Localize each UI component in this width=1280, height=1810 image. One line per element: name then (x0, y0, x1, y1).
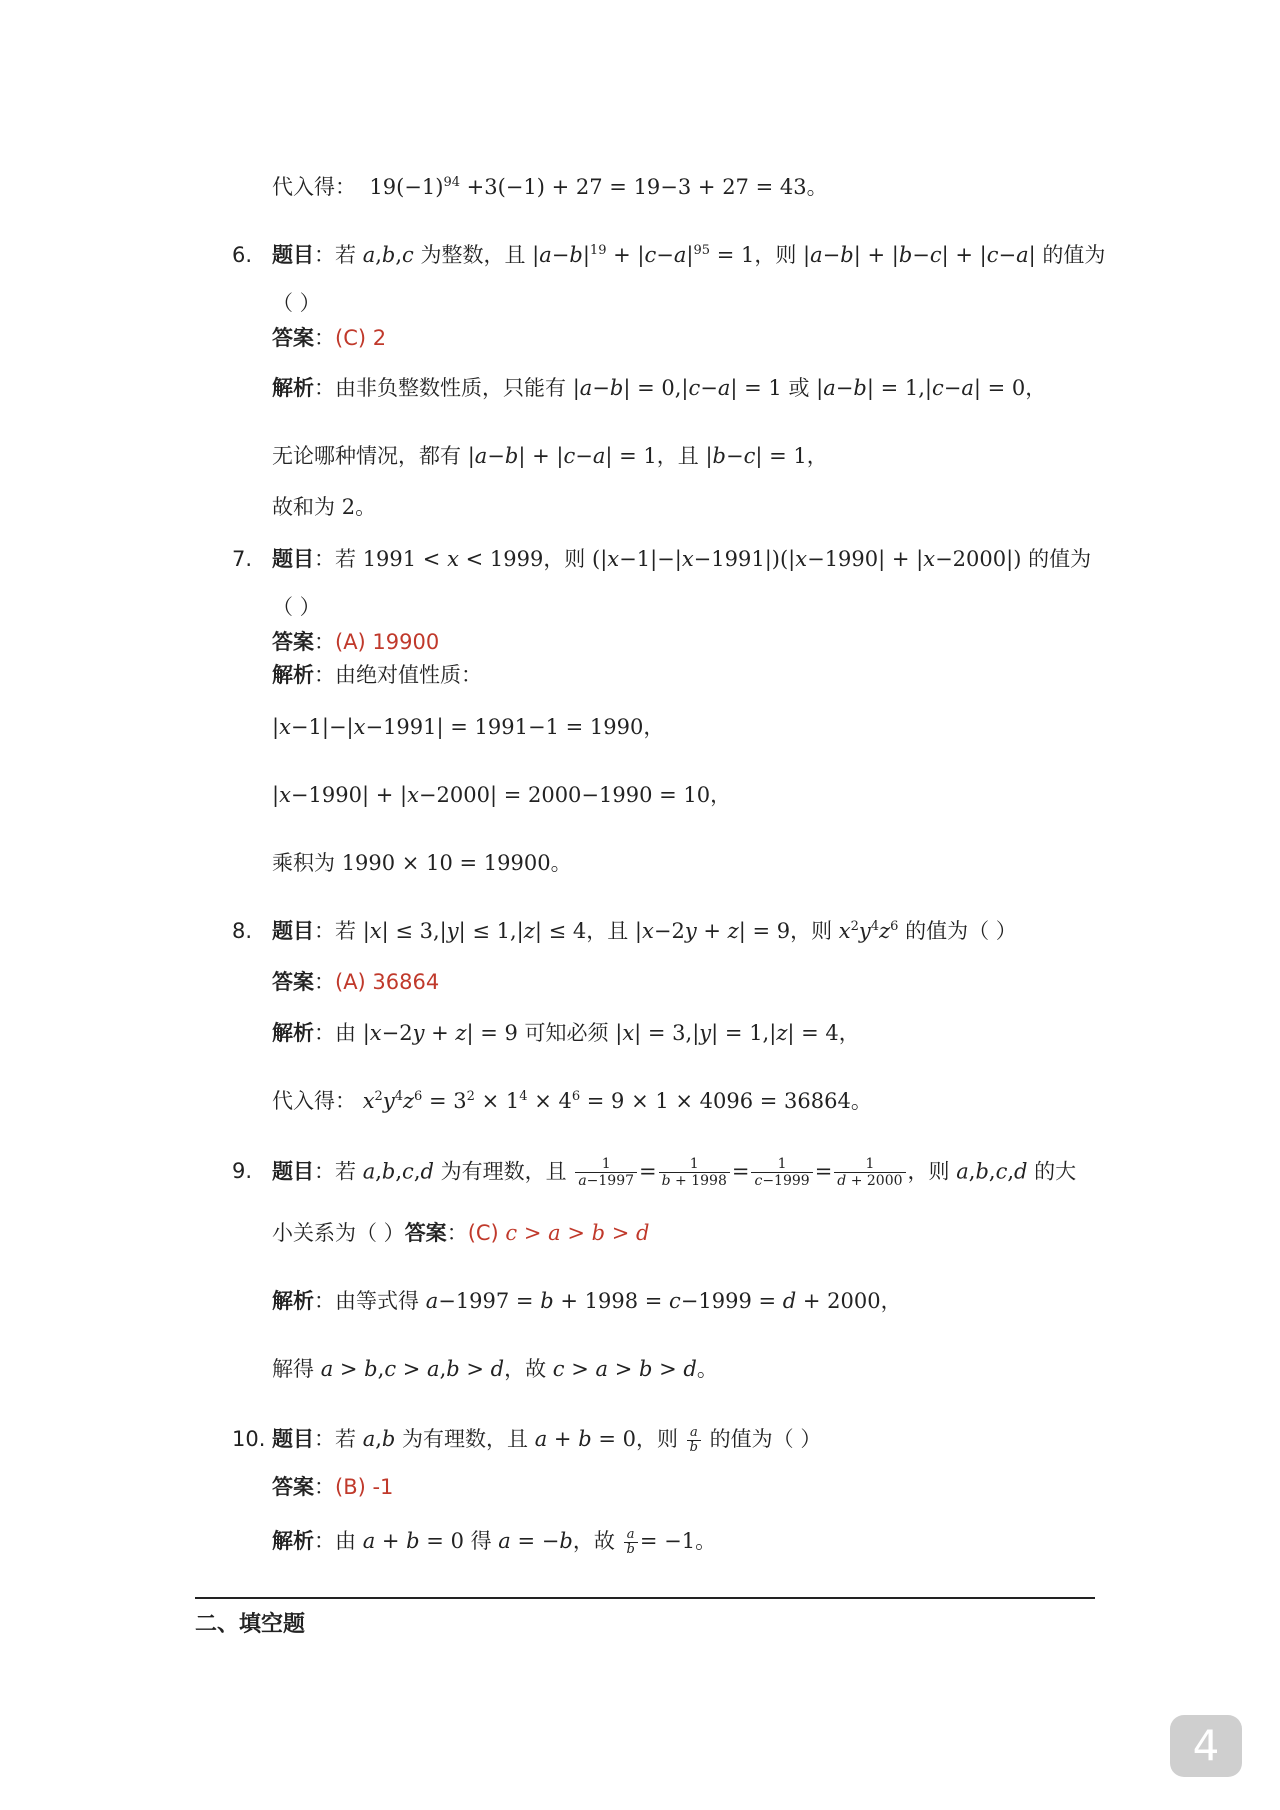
question-10-text: 题目：若 a,b 为有理数，且 a + b = 0，则 $\frac{a}{b}$ 的值为（ ） (272, 1424, 822, 1455)
question-6-analysis-3: 故和为 2。 (272, 495, 377, 519)
question-6-answer: 答案：(C) 2 (272, 326, 387, 350)
question-number: 10. (232, 1427, 266, 1451)
question-6-analysis: 解析：由非负整数性质，只能有 |a−b| = 0,|c−a| = 1 或 |a−b| = 1,|c−a| = 0， (272, 376, 1047, 400)
question-7-analysis-4: 乘积为 1990 × 10 = 19900。 (272, 851, 572, 875)
question-8-answer: 答案：(A) 36864 (272, 970, 440, 994)
fraction: $\frac{a}{b}$ (687, 1426, 701, 1455)
question-7-analysis: 解析：由绝对值性质： (272, 663, 482, 687)
page-number-badge: 4 (1170, 1715, 1242, 1777)
question-7-analysis-2: |x−1|−|x−1991| = 1991−1 = 1990， (272, 715, 665, 739)
question-7-analysis-3: |x−1990| + |x−2000| = 2000−1990 = 10， (272, 783, 732, 807)
question-9-text-2: 小关系为（ ）答案：(C) c > a > b > d (272, 1221, 650, 1245)
question-9-analysis-2: 解得 a > b,c > a,b > d，故 c > a > b > d。 (272, 1357, 718, 1381)
question-number: 9. (232, 1159, 253, 1183)
question-6-analysis-2: 无论哪种情况，都有 |a−b| + |c−a| = 1，且 |b−c| = 1， (272, 444, 828, 468)
question-6-text: 题目：若 a,b,c 为整数，且 $|a-b|^{19} + |c-a|^{95} = 1$，则 |a−b| + |b−c| + |c−a| 的值为 (272, 243, 1106, 267)
fraction: $\frac{1}{c-1999}$ (751, 1156, 812, 1189)
section-divider (195, 1597, 1095, 1599)
question-8-analysis: 解析：由 |x−2y + z| = 9 可知必须 |x| = 3,|y| = 1,|z| = 4， (272, 1021, 860, 1045)
question-7-paren: （ ） (272, 595, 321, 619)
question-10-analysis: 解析：由 a + b = 0 得 a = −b，故 $\frac{a}{b}$ = −1。 (272, 1526, 717, 1557)
question-number: 6. (232, 243, 253, 267)
question-number: 7. (232, 547, 253, 571)
fraction: $\frac{a}{b}$ (624, 1528, 638, 1557)
question-number: 8. (232, 919, 253, 943)
question-7-answer: 答案：(A) 19900 (272, 630, 440, 654)
question-7-text: 题目：若 1991 < x < 1999，则 (|x−1|−|x−1991|)(|x−1990| + |x−2000|) 的值为 (272, 547, 1092, 571)
question-8-analysis-2: 代入得： $x^2y^4z^6 = 3^2 \times 1^4 \times 4^6 = 9 \times 1 \times 4096 = 36864$。 (272, 1089, 872, 1113)
question-10-answer: 答案：(B) -1 (272, 1475, 394, 1499)
section-title: 二、填空题 (195, 1612, 306, 1637)
question-9-text: 题目：若 a,b,c,d 为有理数，且 $\frac{1}{a-1997}$ = $\frac{1}{b + 1998}$ = $\frac{1}{c-1999}$ = $\frac{1}{d + 2000}$ ，则 a,b,c,d 的大 (272, 1156, 1077, 1189)
fraction: $\frac{1}{b + 1998}$ (659, 1156, 730, 1189)
fraction: $\frac{1}{d + 2000}$ (834, 1156, 905, 1189)
question-9-analysis: 解析：由等式得 a−1997 = b + 1998 = c−1999 = d + 2000， (272, 1289, 902, 1313)
question-8-text: 题目：若 |x| ≤ 3,|y| ≤ 1,|z| ≤ 4，且 |x−2y + z| = 9，则 $x^2y^4z^6$ 的值为（ ） (272, 919, 1017, 943)
fraction: $\frac{1}{a-1997}$ (575, 1156, 637, 1189)
question-6-paren: （ ） (272, 291, 321, 315)
substitution-line: 代入得： $19(-1)^{94} +3(-1) + 27 = 19-3 + 27 = 43$。 (272, 175, 828, 199)
